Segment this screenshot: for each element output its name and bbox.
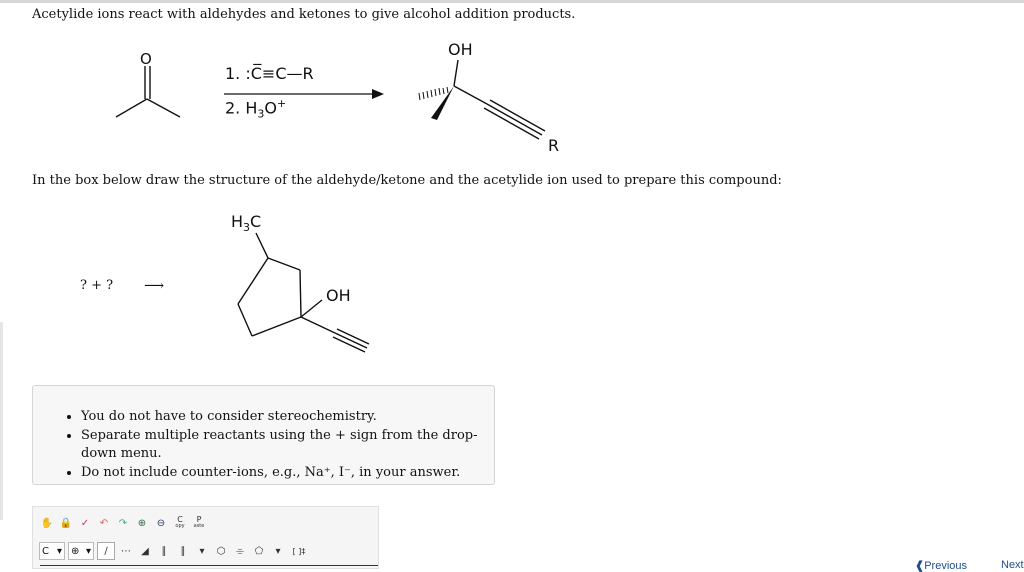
chevron-down-icon: ▾: [85, 545, 91, 557]
zoom-out-icon[interactable]: ⊖: [156, 517, 166, 529]
charge-select[interactable]: ⊕ ▾: [68, 542, 94, 560]
ring-tool[interactable]: ⬡: [216, 545, 226, 557]
product-wedge-bond: [431, 86, 454, 120]
target-oh-label: OH: [326, 286, 351, 305]
reagent-step-2: 2. $H_3O^+$: [225, 97, 287, 121]
triple-bond-tool[interactable]: ∥: [180, 545, 186, 557]
zoom-in-icon[interactable]: ⊕: [137, 517, 147, 529]
wedge-bond-tool[interactable]: ◢: [141, 545, 149, 557]
bond-menu-chevron-icon[interactable]: ▾: [199, 545, 205, 557]
chevron-left-icon: ❰: [915, 560, 925, 572]
target-methyl-label: $H_3C$: [231, 212, 262, 235]
reagent-step-1: 1. :C̅≡C—R: [225, 64, 314, 83]
question-arrow: ⟶: [144, 278, 165, 294]
reaction-arrowhead: [372, 89, 384, 99]
bracket-tool[interactable]: [ ]‡: [292, 546, 306, 556]
product-r-label: R: [548, 136, 560, 155]
element-select[interactable]: C ▾: [39, 542, 65, 560]
drawing-canvas-top[interactable]: [40, 565, 378, 566]
note-item: • Separate multiple reactants using the + sign from the drop-down menu.: [81, 427, 494, 464]
hashed-bond-tool[interactable]: ⋯: [121, 545, 131, 557]
notes-box: [32, 385, 495, 485]
eraser-icon[interactable]: ✓: [80, 517, 90, 529]
next-button[interactable]: Next: [1001, 559, 1024, 571]
instruction-text: In the box below draw the structure of the aldehyde/ketone and the acetylide ion used to prepare this compound:: [32, 173, 782, 188]
ring-menu-chevron-icon[interactable]: ▾: [275, 545, 281, 557]
reactant-placeholder[interactable]: ? + ?: [80, 278, 114, 293]
single-bond-tool[interactable]: ∕: [97, 542, 115, 560]
note-item: • You do not have to consider stereochemistry.: [81, 408, 494, 427]
hand-icon[interactable]: ✋: [40, 517, 54, 529]
double-bond-tool[interactable]: ∥: [161, 545, 167, 557]
copy-icon[interactable]: C opy: [175, 515, 185, 529]
lock-icon[interactable]: 🔒: [59, 517, 73, 529]
product-oh-label: OH: [448, 40, 473, 59]
previous-button[interactable]: ❰Previous: [915, 560, 968, 572]
note-item: • Do not include counter-ions, e.g., Na⁺, I⁻, in your answer.: [81, 464, 494, 483]
carbonyl-oxygen-label: O: [140, 50, 152, 68]
product-structure: [419, 60, 545, 139]
cyclopentane-tool[interactable]: ⬠: [254, 545, 264, 557]
acetone-structure: [116, 66, 180, 117]
benzene-ring-tool[interactable]: ⌯: [236, 545, 244, 557]
redo-icon[interactable]: ↷: [118, 517, 128, 529]
drawing-toolbar: [32, 506, 379, 569]
undo-icon[interactable]: ↶: [99, 517, 109, 529]
paste-icon[interactable]: P aste: [193, 515, 205, 529]
intro-text: Acetylide ions react with aldehydes and ketones to give alcohol addition products.: [32, 7, 576, 22]
chevron-down-icon: ▾: [56, 545, 62, 557]
